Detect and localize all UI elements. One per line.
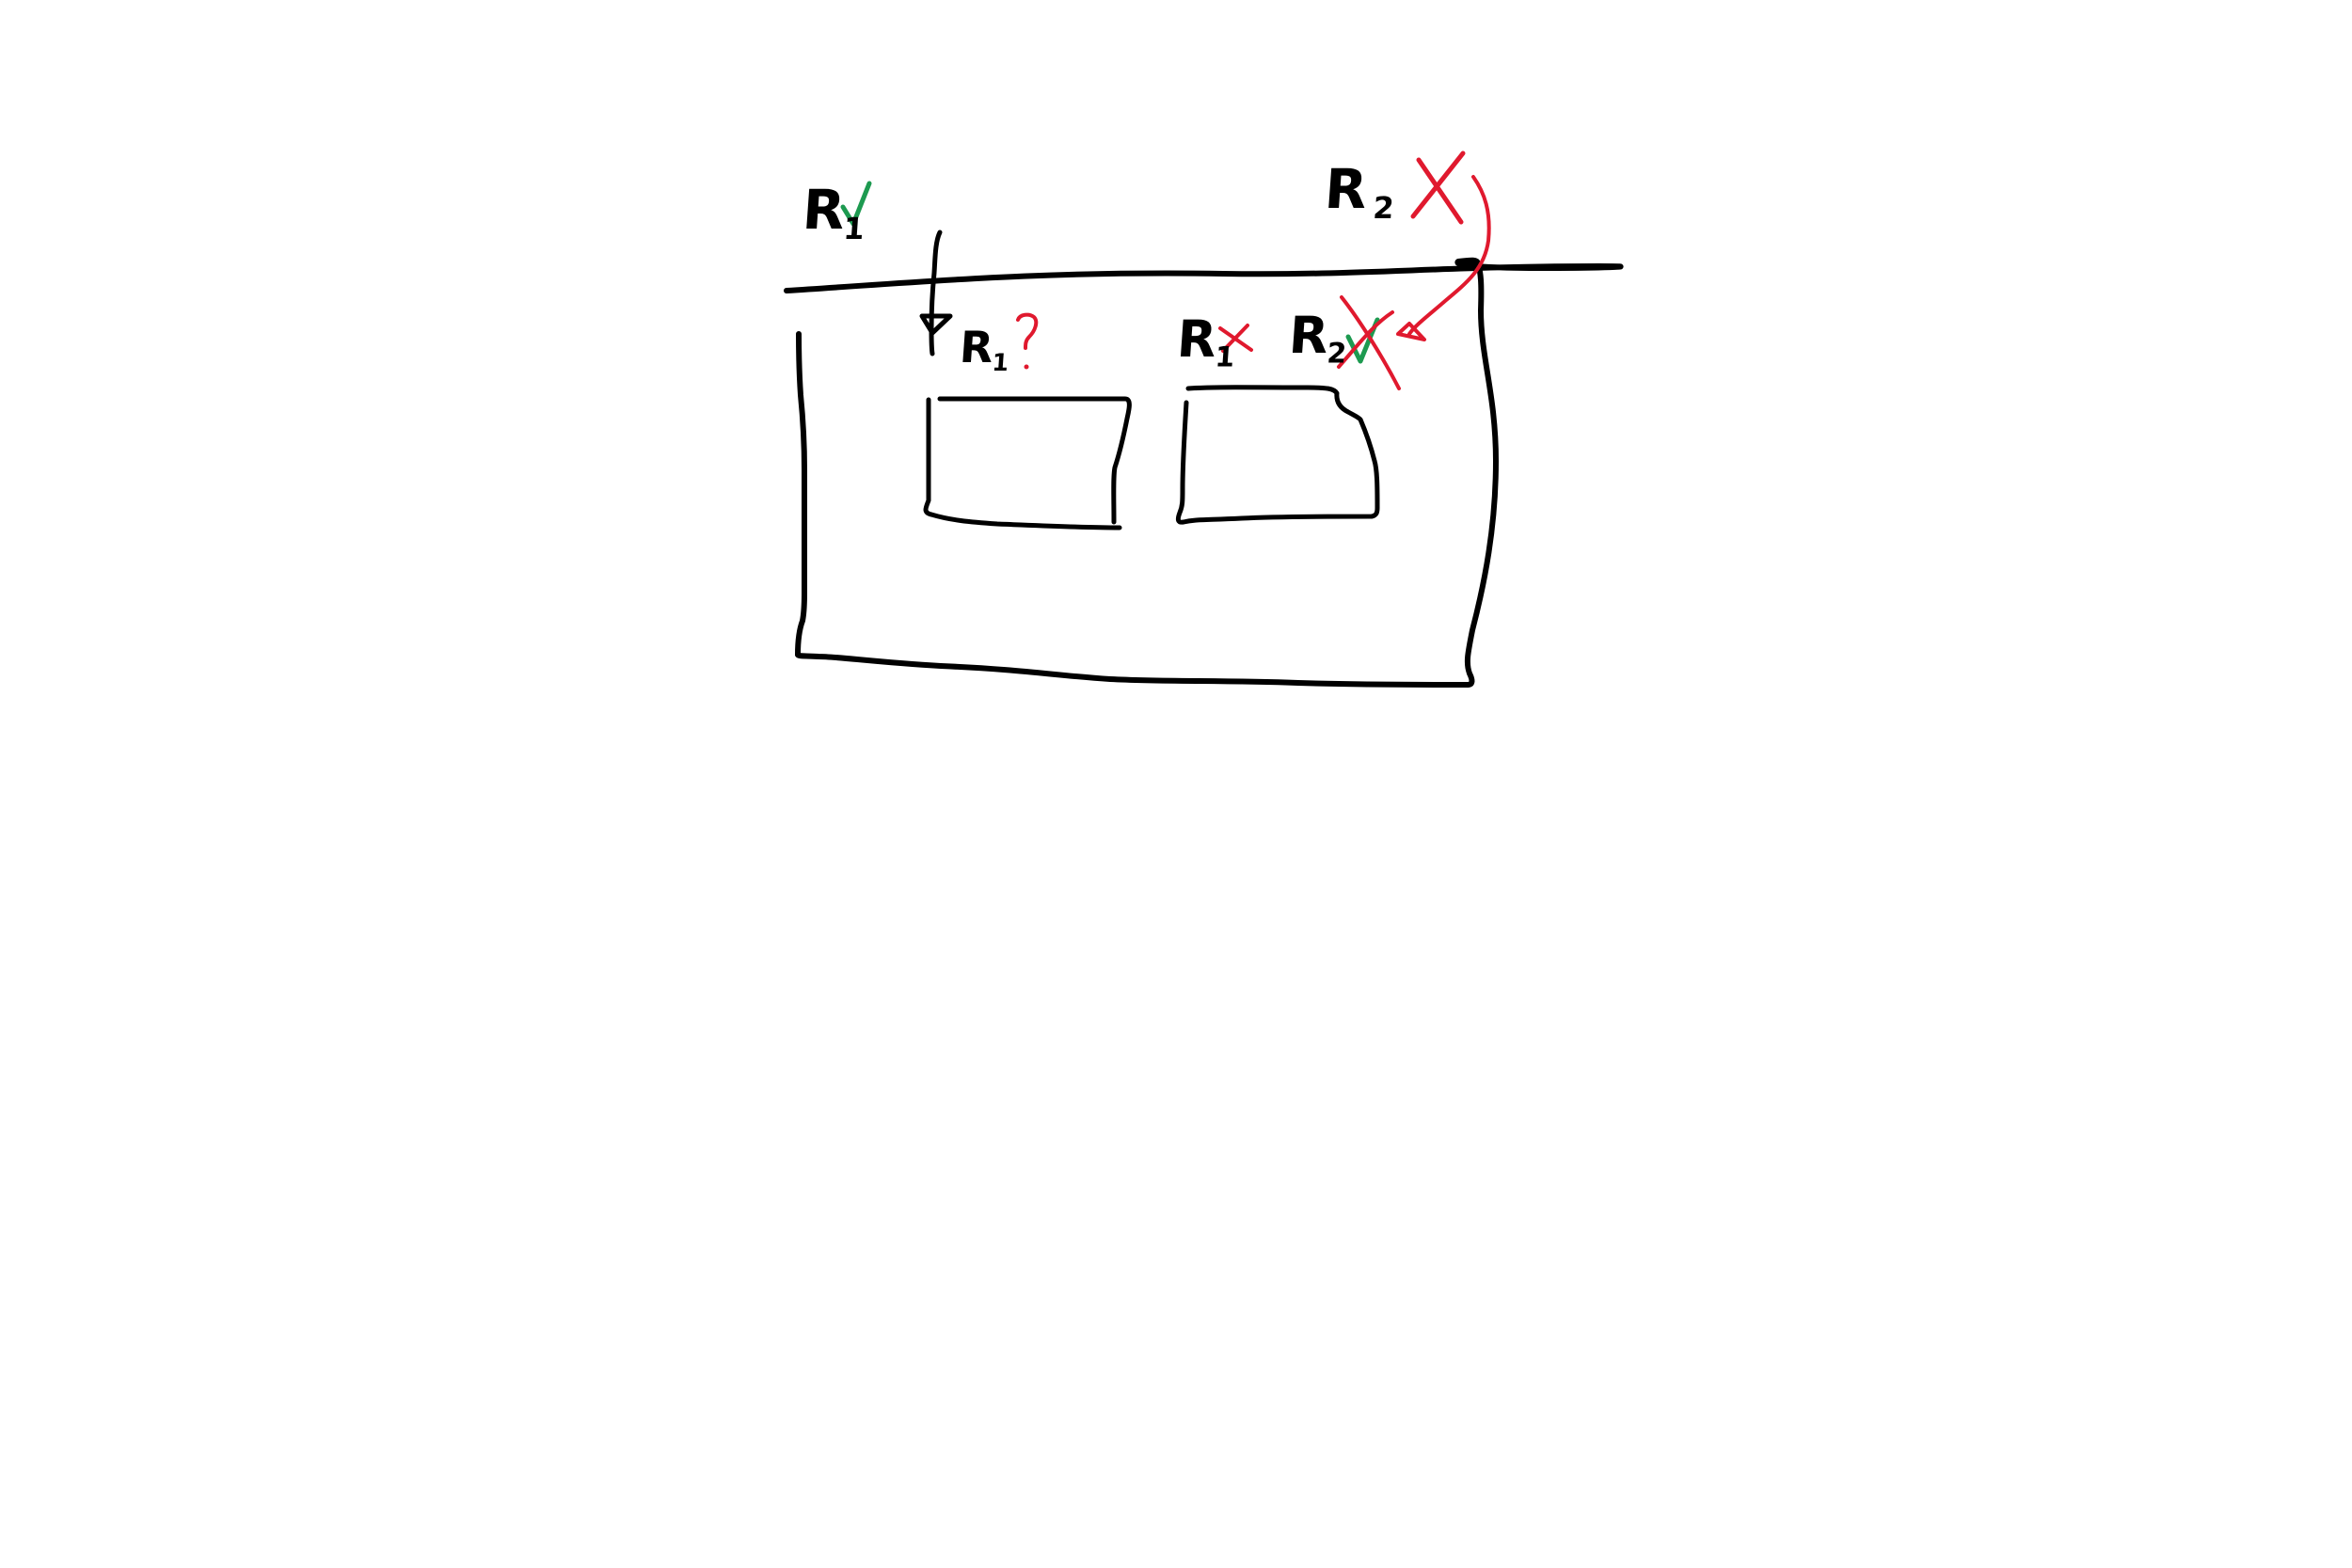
inner-r1-question-dot bbox=[1025, 365, 1029, 370]
outer-box-bottom-edge bbox=[798, 655, 1468, 685]
inner-left-r1-label: $R_1$ bbox=[958, 322, 1010, 376]
outer-r1-label: $R_1$ bbox=[800, 178, 866, 247]
inner-r1-question-icon bbox=[1018, 315, 1036, 348]
outer-box-right-edge bbox=[1468, 263, 1496, 685]
right-room-outline bbox=[1178, 388, 1377, 522]
outer-r2-label: $R_2$ bbox=[1322, 157, 1396, 227]
entry-arrow-shaft bbox=[931, 232, 940, 354]
outer-box-top-edge bbox=[787, 261, 1621, 291]
inner-right-r2-label: $R_2$ bbox=[1287, 306, 1348, 371]
inner-right-r1-label: $R_1$ bbox=[1175, 309, 1236, 374]
left-room-outline bbox=[940, 399, 1129, 522]
outer-r2-cross-icon bbox=[1413, 153, 1463, 222]
entry-arrow-head bbox=[922, 316, 950, 333]
outer-box-left-edge bbox=[798, 334, 804, 655]
left-room-outline-bottom bbox=[926, 400, 1120, 528]
